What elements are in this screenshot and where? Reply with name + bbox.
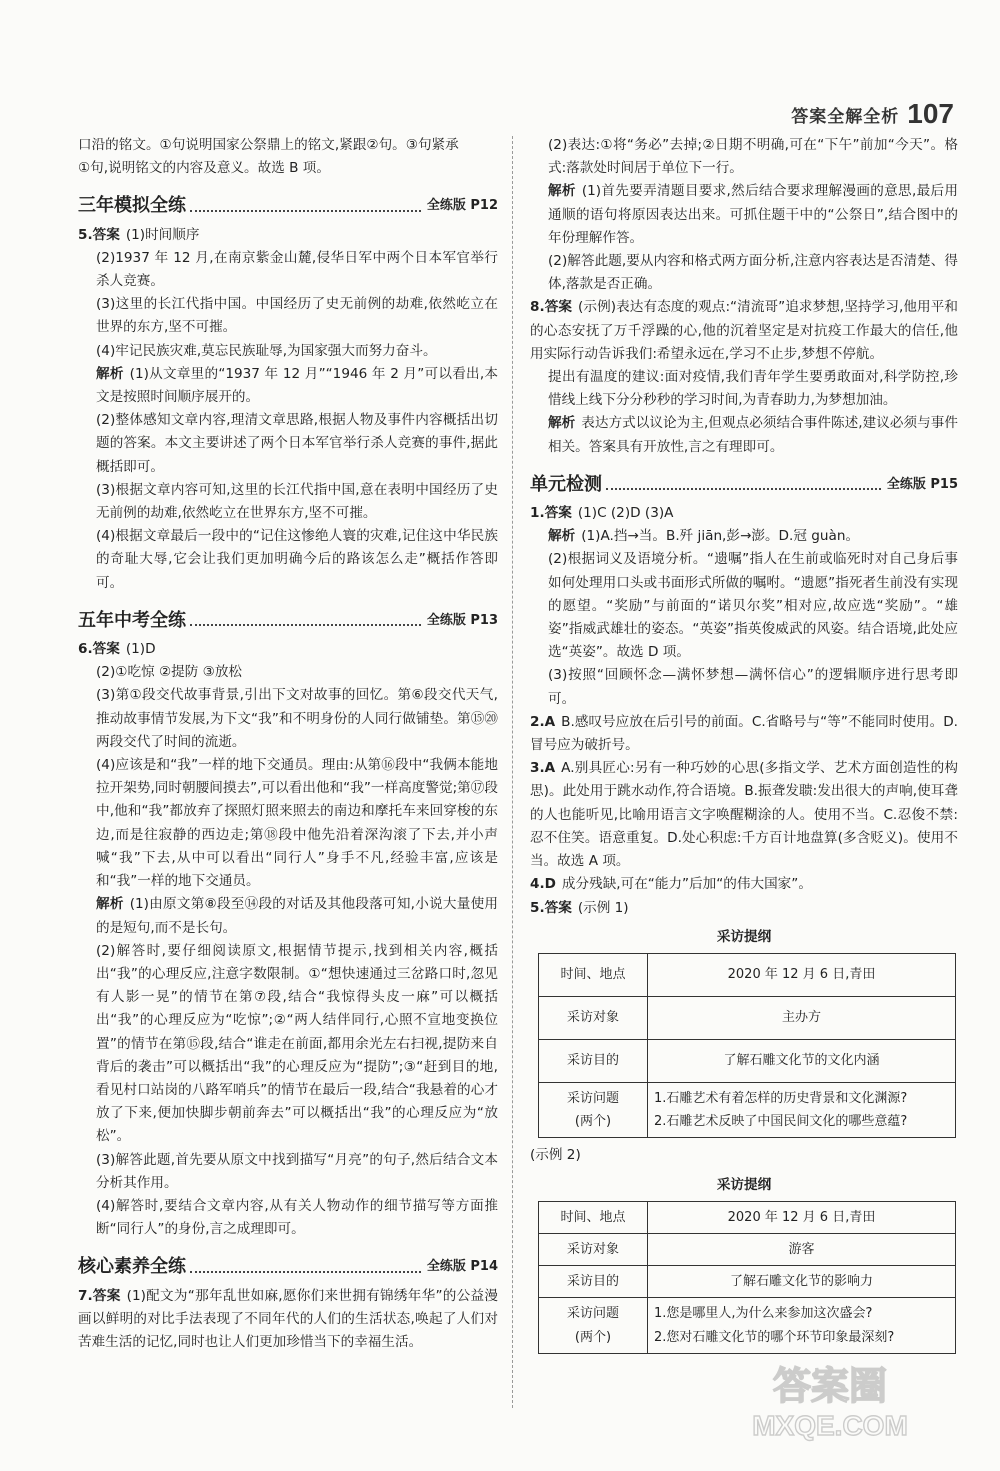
row-value: 2020 年 12 月 6 日,青田 bbox=[648, 1201, 956, 1233]
answer-line bbox=[78, 224, 498, 247]
answer-item: (2)表达:①将“务必”去掉;②日期不明确,可在“下午”前加“今天”。格式:落款处时间居于单位下一行。 bbox=[548, 137, 958, 177]
analysis-label: 解析 bbox=[548, 528, 576, 545]
right-column bbox=[530, 134, 958, 1354]
answer-label: 8.答案 bbox=[530, 299, 573, 316]
analysis-label: 解析 bbox=[96, 896, 124, 913]
key-line: 采访问题 bbox=[566, 1306, 619, 1322]
answer-line bbox=[78, 1285, 498, 1355]
header-title: 答案全解全析 bbox=[791, 106, 900, 127]
row-key bbox=[539, 1298, 648, 1353]
answer-text: B.感叹号应放在后引号的前面。C.省略号与“等”不能同时使用。D.冒号应为破折号。 bbox=[530, 713, 958, 754]
left-column bbox=[78, 134, 498, 1354]
analysis-item: (4)解答时,要结合文章内容,从有关人物动作的细节描写等方面推断“同行人”的身份,言之成理即可。 bbox=[96, 1197, 498, 1238]
question-2: 2.您对石雕文化节的哪个环节印象最深刻? bbox=[654, 1329, 895, 1345]
interview-outline-table-1 bbox=[538, 953, 956, 1138]
answer-line bbox=[530, 502, 958, 525]
answer-item: (2)①吃惊 ②提防 ③放松 bbox=[96, 664, 243, 681]
answer-label: 5.答案 bbox=[530, 899, 572, 916]
answer-item: (3)这里的长江代指中国。中国经历了史无前例的劫难,依然屹立在世界的东方,坚不可摧。 bbox=[96, 296, 498, 336]
analysis-item: (4)根据文章最后一段中的“记住这惨绝人寰的灾难,记住这中华民族的奇耻大辱,它会让我们更加明确今后的路该怎么走”概括作答即可。 bbox=[96, 528, 498, 591]
answer-text: (1)配文为“那年乱世如麻,愿你们来世拥有锦绣年华”的公益漫画以鲜明的对比手法表现了不同年代的人们的生活状态,唤起了人们对苦难生活的记忆,同时也让人们更加珍惜当下的幸福生活。 bbox=[78, 1287, 498, 1350]
key-line: (两个) bbox=[574, 1329, 612, 1345]
question-1: 1.您是哪里人,为什么来参加这次盛会? bbox=[654, 1306, 873, 1322]
answer-item: (2)1937 年 12 月,在南京紫金山麓,侵华日军中两个日本军官举行杀人竞赛。 bbox=[96, 249, 498, 290]
watermark-icon bbox=[710, 1353, 950, 1443]
leader-dots bbox=[606, 488, 881, 490]
analysis-text: (1)从文章里的“1937 年 12 月”“1946 年 2 月”可以看出,本文是按照时间顺序展开的。 bbox=[96, 365, 499, 406]
analysis-label: 解析 bbox=[548, 183, 576, 200]
answer-label: 6.答案 bbox=[78, 641, 120, 658]
analysis-line bbox=[78, 363, 498, 409]
answer-label: 5.答案 bbox=[78, 226, 120, 243]
answer-line bbox=[530, 873, 958, 896]
answer-text: (1)D bbox=[125, 641, 156, 658]
section-ref: 全练版 P13 bbox=[426, 612, 498, 628]
answer-line bbox=[530, 897, 958, 920]
example-label: (示例 1) bbox=[577, 899, 629, 916]
answer-line bbox=[530, 711, 958, 757]
analysis-item: (3)根据文章内容可知,这里的长江代指中国,意在表明中国经历了史无前例的劫难,依然屹立在世界东方,坚不可摧。 bbox=[96, 481, 498, 522]
analysis-item: (2)解答此题,要从内容和格式两方面分析,注意内容表达是否清楚、得体,落款是否正确。 bbox=[548, 253, 958, 293]
row-value: 主办方 bbox=[648, 996, 956, 1039]
answer-item: (4)牢记民族灾难,莫忘民族耻辱,为国家强大而努力奋斗。 bbox=[96, 342, 437, 359]
analysis-item: (2)整体感知文章内容,理清文章思路,根据人物及事件内容概括出切题的答案。本文主要讲述了两个日本军官举行杀人竞赛的事件,据此概括即可。 bbox=[96, 412, 498, 475]
question-2: 2.石雕艺术反映了中国民间文化的哪些意蕴? bbox=[654, 1114, 908, 1130]
table-row bbox=[539, 996, 956, 1039]
section-ref: 全练版 P12 bbox=[426, 198, 498, 214]
answer-text: A.别具匠心:另有一种巧妙的心思(多指文学、艺术方面创造性的构思)。此处用于跳水动作,符合语境。B.振聋发聩:发出很大的声响,使耳聋的人也能听见,比喻用语言文字唤醒糊涂的人。使用不当。C.忍俊不禁:忍不住笑。语意重复。D.处心积虑:千方百计地盘算(多含贬义)。使用不当。故选 A 项。 bbox=[530, 760, 958, 870]
row-value bbox=[648, 1298, 956, 1353]
table-caption: 采访提纲 bbox=[716, 1176, 772, 1193]
watermark-logo bbox=[710, 1353, 950, 1443]
page-header bbox=[791, 98, 954, 130]
answer-text: (1)时间顺序 bbox=[125, 226, 200, 243]
answer-item: (3)第①段交代故事背景,引出下文对故事的回忆。第⑥段交代天气,推动故事情节发展,为下文“我”和不明身份的人同行做铺垫。第⑮⑳两段交代了时间的流逝。 bbox=[96, 687, 498, 750]
analysis-label: 解析 bbox=[548, 415, 576, 432]
row-value: 了解石雕文化节的文化内涵 bbox=[648, 1039, 956, 1082]
table-caption: 采访提纲 bbox=[716, 928, 772, 945]
section-title: 五年中考全练 bbox=[78, 609, 186, 631]
row-key: 采访目的 bbox=[539, 1039, 648, 1082]
table-row bbox=[539, 1039, 956, 1082]
section-heading bbox=[530, 473, 958, 496]
intro-line: ①句,说明铭文的内容及意义。故选 B 项。 bbox=[78, 160, 330, 177]
intro-line: 口沿的铭文。①句说明国家公祭鼎上的铭文,紧跟②句。③句紧承 bbox=[78, 137, 459, 153]
section-title: 单元检测 bbox=[530, 473, 602, 495]
analysis-line bbox=[530, 525, 958, 548]
example-label: (示例 2) bbox=[530, 1147, 581, 1164]
answer-text: (示例)表达有态度的观点:“清流哥”追求梦想,坚持学习,他用平和的心态安抚了万千浮躁的心,他的沉着坚定是对抗疫工作最大的信任,他用实际行动告诉我们:希望永远在,学习不止步,梦想不停航。 bbox=[530, 299, 958, 362]
row-value: 游客 bbox=[648, 1233, 956, 1265]
table-row bbox=[539, 1082, 956, 1137]
answer-label: 7.答案 bbox=[78, 1287, 121, 1304]
answer-item: (4)应该是和“我”一样的地下交通员。理由:从第⑯段中“我俩本能地拉开架势,同时朝腰间摸去”,可以看出他和“我”一样高度警觉;第⑰段中,他和“我”都放弃了探照灯照来照去的南边和摩托车来回穿梭的东边,而是往寂静的西边走;第⑱段中他先沿着深沟滚了下去,并小声喊“我”下去,从中可以看出“同行人”身手不凡,经验丰富,应该是和“我”一样的地下交通员。 bbox=[96, 757, 498, 890]
row-value: 了解石雕文化节的影响力 bbox=[648, 1266, 956, 1298]
row-key: 采访对象 bbox=[539, 996, 648, 1039]
answer-line bbox=[78, 638, 498, 661]
page-number: 107 bbox=[907, 98, 954, 129]
analysis-text: (1)由原文第⑧段至⑭段的对话及其他段落可知,小说大量使用的是短句,而不是长句。 bbox=[96, 896, 499, 936]
row-key: 时间、地点 bbox=[539, 1201, 648, 1233]
analysis-item: (3)按照“回顾怀念—满怀梦想—满怀信心”的逻辑顺序进行思考即可。 bbox=[548, 667, 958, 707]
key-line: (两个) bbox=[574, 1114, 612, 1130]
answer-text: (1)C (2)D (3)A bbox=[577, 505, 674, 522]
column-divider bbox=[512, 136, 513, 1408]
analysis-label: 解析 bbox=[96, 365, 124, 382]
interview-outline-table-2 bbox=[538, 1201, 956, 1354]
analysis-item: (2)解答时,要仔细阅读原文,根据情节提示,找到相关内容,概括出“我”的心理反应,注意字数限制。①“想快速通过三岔路口时,忽见有人影一晃”的情节在第⑦段,结合“我惊得头皮一麻”可以概括出“我”的心理反应为“吃惊”;②“两人结伴同行,心照不宣地变换位置”的情节在第⑮段,结合“谁走在前面,都用余光左右扫视,提防来自背后的袭击”可以概括出“我”的心理反应为“提防”;③“赶到目的地,看见村口站岗的八路军哨兵”的情节在最后一段,结合“我悬着的心才放了下来,便加快脚步朝前奔去”可以概括出“我”的心理反应为“放松”。 bbox=[96, 942, 498, 1145]
analysis-text: 表达方式以议论为主,但观点必须结合事件陈述,建议必须与事件相关。答案具有开放性,言之有理即可。 bbox=[548, 415, 959, 455]
table-row bbox=[539, 1233, 956, 1265]
table-row bbox=[539, 953, 956, 996]
row-key bbox=[539, 1082, 648, 1137]
analysis-text: (1)A.挡→当。B.歼 jiān,彭→澎。D.冠 guàn。 bbox=[581, 528, 860, 545]
analysis-line bbox=[78, 893, 498, 939]
answer-item: 提出有温度的建议:面对疫情,我们青年学生要勇敢面对,科学防控,珍惜线上线下分分秒秒的学习时间,为青春助力,为梦想加油。 bbox=[548, 369, 958, 409]
leader-dots bbox=[190, 624, 421, 626]
analysis-item: (2)根据词义及语境分析。“遗嘱”指人在生前或临死时对自己身后事如何处理用口头或书面形式所做的嘱咐。“遗愿”指死者生前没有实现的愿望。“奖励”与前面的“诺贝尔奖”相对应,故应选“奖励”。“雄姿”指威武雄壮的姿态。“英姿”指英俊威武的风姿。结合语境,此处应选“英姿”。故选 D 项。 bbox=[548, 551, 958, 661]
row-key: 时间、地点 bbox=[539, 953, 648, 996]
section-heading bbox=[78, 194, 498, 217]
section-ref: 全练版 P14 bbox=[426, 1259, 498, 1275]
answer-line bbox=[530, 757, 958, 873]
svg-text:答案圈: 答案圈 bbox=[772, 1364, 888, 1408]
answer-label: 1.答案 bbox=[530, 505, 572, 522]
answer-text: 成分残缺,可在“能力”后加“的伟大国家”。 bbox=[561, 876, 812, 893]
table-row bbox=[539, 1266, 956, 1298]
section-heading bbox=[78, 1255, 498, 1278]
key-line: 采访问题 bbox=[566, 1090, 619, 1106]
table-row bbox=[539, 1298, 956, 1353]
section-title: 三年模拟全练 bbox=[78, 195, 186, 217]
table-row bbox=[539, 1201, 956, 1233]
analysis-item: (3)解答此题,首先要从原文中找到描写“月亮”的句子,然后结合文本分析其作用。 bbox=[96, 1151, 498, 1191]
row-key: 采访对象 bbox=[539, 1233, 648, 1265]
row-key: 采访目的 bbox=[539, 1266, 648, 1298]
svg-text:MXQE.COM: MXQE.COM bbox=[752, 1410, 908, 1441]
row-value bbox=[648, 1082, 956, 1137]
analysis-line bbox=[530, 180, 958, 250]
leader-dots bbox=[190, 210, 421, 212]
row-value: 2020 年 12 月 6 日,青田 bbox=[648, 953, 956, 996]
answer-line bbox=[530, 296, 958, 366]
question-1: 1.石雕艺术有着怎样的历史背景和文化渊源? bbox=[654, 1090, 908, 1106]
answer-label: 2.A bbox=[530, 713, 556, 730]
leader-dots bbox=[190, 1271, 421, 1273]
section-title: 核心素养全练 bbox=[78, 1256, 186, 1278]
section-ref: 全练版 P15 bbox=[886, 476, 958, 492]
analysis-text: (1)首先要弄清题目要求,然后结合要求理解漫画的意思,最后用通顺的语句将原因表达出来。可抓住题干中的“公祭日”,结合图中的年份理解作答。 bbox=[548, 183, 958, 246]
answer-label: 4.D bbox=[530, 876, 556, 893]
section-heading bbox=[78, 609, 498, 632]
analysis-line bbox=[530, 412, 958, 458]
answer-label: 3.A bbox=[530, 760, 556, 777]
